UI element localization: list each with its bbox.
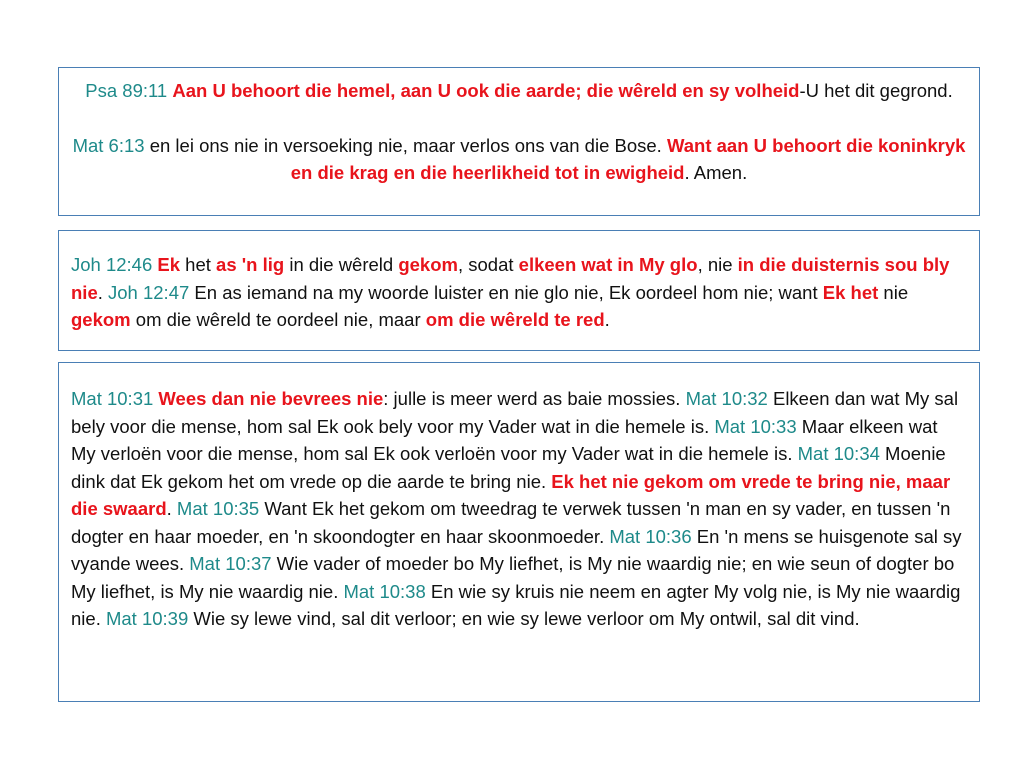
verse-text: , sodat xyxy=(457,254,519,275)
verse-text: : julle is meer werd as baie mossies. xyxy=(383,388,686,409)
highlighted-text: elkeen wat in My glo xyxy=(518,254,698,275)
verse-reference: Mat 10:38 xyxy=(343,580,426,602)
verse-box-joh12 xyxy=(58,230,980,351)
verse-reference: Mat 10:31 xyxy=(71,388,154,409)
highlighted-text: gekom xyxy=(71,309,131,330)
verse-reference: Joh 12:46 xyxy=(71,254,153,275)
verse-text: . xyxy=(604,309,610,330)
verse-reference: Mat 10:32 xyxy=(685,388,768,409)
verse-text: Moenie dink dat Ek gekom het om vrede op die aarde te bring nie. xyxy=(71,443,946,492)
verse-reference: Mat 10:37 xyxy=(189,553,272,574)
verse-text: het xyxy=(180,254,217,275)
verse-paragraph xyxy=(71,77,967,105)
verse-reference: Joh 12:47 xyxy=(108,281,190,303)
highlighted-text: om die wêreld te red xyxy=(425,309,605,330)
verse-text: Elkeen dan wat My sal bely voor die mense, hom sal Ek ook bely voor my Vader wat in die hemele is. xyxy=(71,388,959,437)
verse-text: . xyxy=(97,281,109,303)
verse-text: om die wêreld te oordeel nie, maar xyxy=(130,309,426,330)
verse-text: En 'n mens se huisgenote sal sy vyande wees. xyxy=(71,525,962,574)
verse-text: , nie xyxy=(697,254,738,275)
verse-paragraph xyxy=(71,385,967,633)
verse-text: Wie vader of moeder bo My liefhet, is My nie waardig nie; en wie seun of dogter bo My liefhet, is My nie waardig nie. xyxy=(71,553,955,602)
highlighted-text: Wees dan nie bevrees nie xyxy=(158,388,384,409)
verse-text: en lei ons nie in versoeking nie, maar verlos ons van die Bose. xyxy=(144,134,667,156)
verse-paragraph xyxy=(71,251,967,334)
highlighted-text: Want aan U behoort die koninkryk en die krag en die heerlikheid tot in ewigheid xyxy=(290,134,966,183)
verse-reference: Mat 10:36 xyxy=(609,525,692,547)
highlighted-text: as 'n lig xyxy=(216,254,285,275)
highlighted-text: Aan U behoort die hemel, aan U ook die aarde; die wêreld en sy volheid xyxy=(172,80,800,101)
verse-text: in die wêreld xyxy=(284,254,399,275)
verse-reference: Mat 10:39 xyxy=(105,608,189,629)
verse-text: En as iemand na my woorde luister en nie glo nie, Ek oordeel hom nie; want xyxy=(189,281,823,303)
highlighted-text: gekom xyxy=(398,254,458,275)
verse-text: nie xyxy=(878,281,909,303)
verse-reference: Psa 89:11 xyxy=(85,80,168,101)
highlighted-text: Ek xyxy=(157,254,181,275)
verse-text: -U het dit gegrond. xyxy=(799,80,953,101)
verse-text: . xyxy=(166,498,177,519)
verse-text: Wie sy lewe vind, sal dit verloor; en wie sy lewe verloor om My ontwil, sal dit vind. xyxy=(188,608,860,629)
verse-box-mat10 xyxy=(58,362,980,702)
verse-reference: Mat 10:35 xyxy=(176,498,260,519)
verse-text: . Amen. xyxy=(684,162,748,183)
verse-text: En wie sy kruis nie neem en agter My volg nie, is My nie waardig nie. xyxy=(71,580,961,629)
verse-text: Want Ek het gekom om tweedrag te verwek tussen 'n man en sy vader, en tussen 'n dogter en haar moeder, en 'n skoondogter en haar skoonmoeder. xyxy=(71,498,951,547)
verse-box-psa-mat6 xyxy=(58,67,980,216)
highlighted-text: Ek het nie gekom om vrede te bring nie, maar die swaard xyxy=(71,470,951,519)
verse-paragraph xyxy=(71,132,967,187)
verse-reference: Mat 10:34 xyxy=(797,443,880,464)
verse-reference: Mat 6:13 xyxy=(72,134,145,156)
highlighted-text: in die duisternis sou bly nie xyxy=(71,254,950,303)
verse-text: Maar elkeen wat My verloën voor die mense, hom sal Ek ook verloën voor my Vader wat in die hemele is. xyxy=(71,415,938,464)
highlighted-text: Ek het xyxy=(822,281,879,303)
verse-reference: Mat 10:33 xyxy=(714,415,797,437)
